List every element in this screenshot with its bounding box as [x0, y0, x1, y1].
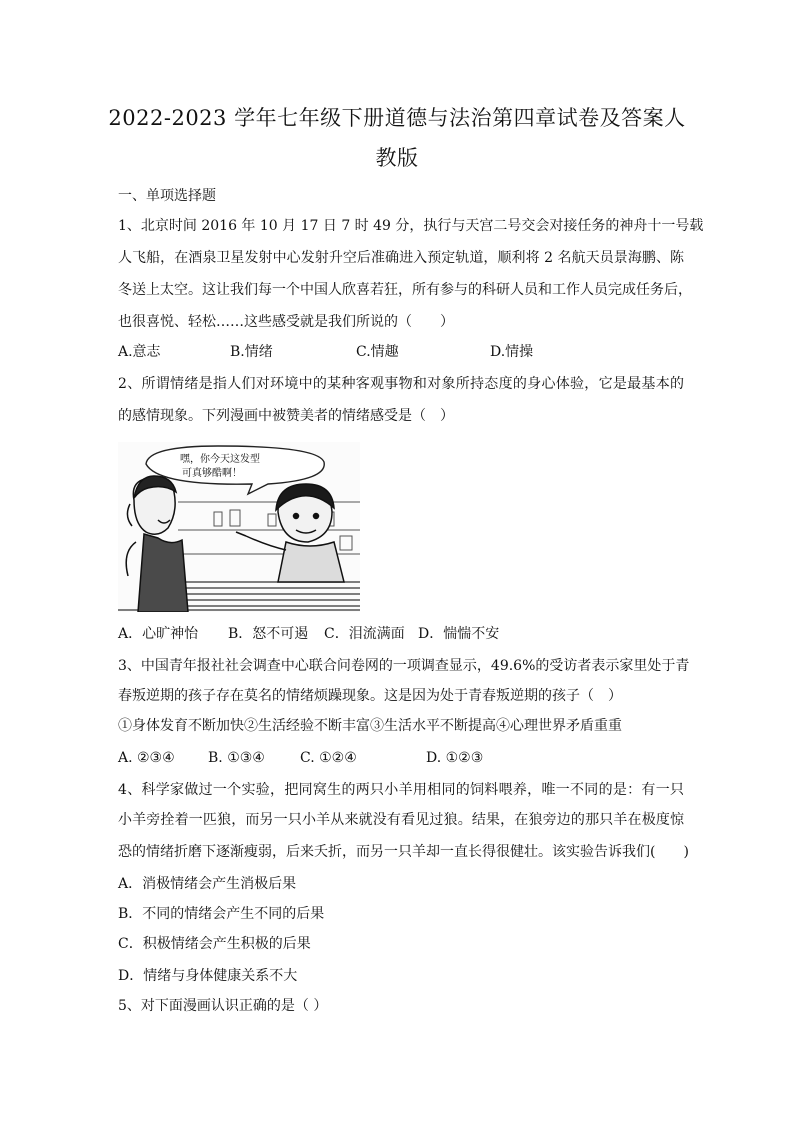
- q2-option-b[interactable]: B．怒不可遏: [228, 626, 309, 642]
- q1-line-4: 也很喜悦、轻松……这些感受就是我们所说的（ ）: [118, 314, 454, 330]
- q1-line-3: 冬送上太空。这让我们每一个中国人欣喜若狂，所有参与的科研人员和工作人员完成任务后，: [118, 282, 692, 298]
- q4-option-c[interactable]: C．积极情绪会产生积极的后果: [118, 936, 311, 952]
- q2-line-1: 2、所谓情绪是指人们对环境中的某种客观事物和对象所持态度的身心体验，它是最基本的: [118, 376, 684, 392]
- q1-line-1: 1、北京时间 2016 年 10 月 17 日 7 时 49 分，执行与天宫二号交会对接任务的神舟十一号载: [118, 218, 704, 234]
- q3-line-2: 春叛逆期的孩子存在莫名的情绪烦躁现象。这是因为处于青春叛逆期的孩子（ ）: [118, 688, 622, 704]
- q3-line-3: ①身体发育不断加快②生活经验不断丰富③生活水平不断提高④心理世界矛盾重重: [118, 718, 622, 734]
- q1-options: [118, 342, 684, 362]
- q5-line-1: 5、对下面漫画认识正确的是（ ）: [118, 998, 328, 1014]
- q2-option-c[interactable]: C．泪流满面: [324, 626, 405, 642]
- page-title-line-1: 2022-2023 学年七年级下册道德与法治第四章试卷及答案人: [108, 106, 686, 130]
- q4-option-b[interactable]: B．不同的情绪会产生不同的后果: [118, 906, 325, 922]
- q2-option-d[interactable]: D．惴惴不安: [418, 626, 500, 642]
- page-title-line-2: 教版: [375, 146, 419, 170]
- q2-options: [118, 624, 684, 644]
- bubble-line-1: 嘿，你今天这发型: [180, 454, 260, 465]
- q1-option-d[interactable]: D.情操: [490, 344, 534, 360]
- cartoon-haircut-image: [118, 442, 360, 612]
- q1-option-b[interactable]: B.情绪: [230, 344, 273, 360]
- q3-options: [118, 748, 684, 768]
- q2-option-a[interactable]: A．心旷神怡: [118, 626, 199, 642]
- q1-line-2: 人飞船，在酒泉卫星发射中心发射升空后准确进入预定轨道，顺利将 2 名航天员景海鹏、陈: [118, 250, 684, 266]
- q3-option-a[interactable]: A. ②③④: [118, 750, 175, 766]
- q4-line-3: 恐的情绪折磨下逐渐瘦弱，后来夭折，而另一只羊却一直长得很健壮。该实验告诉我们( ): [118, 844, 689, 860]
- bubble-line-2: 可真够酷啊！: [182, 468, 242, 479]
- q1-option-c[interactable]: C.情趣: [356, 344, 399, 360]
- q3-option-c[interactable]: C. ①②④: [300, 750, 357, 766]
- q4-option-a[interactable]: A．消极情绪会产生消极后果: [118, 876, 297, 892]
- q3-line-1: 3、中国青年报社社会调查中心联合问卷网的一项调查显示，49.6%的受访者表示家里处于青: [118, 658, 690, 674]
- q2-line-2: 的感情现象。下列漫画中被赞美者的情绪感受是（ ）: [118, 408, 454, 424]
- q4-option-d[interactable]: D．情绪与身体健康关系不大: [118, 968, 298, 984]
- q3-option-d[interactable]: D. ①②③: [426, 750, 484, 766]
- q1-option-a[interactable]: A.意志: [118, 344, 161, 360]
- section-heading: 一、单项选择题: [118, 188, 216, 204]
- q4-line-1: 4、科学家做过一个实验，把同窝生的两只小羊用相同的饲料喂养，唯一不同的是：有一只: [118, 782, 684, 798]
- q3-option-b[interactable]: B. ①③④: [208, 750, 265, 766]
- q4-line-2: 小羊旁拴着一匹狼，而另一只小羊从来就没有看见过狼。结果，在狼旁边的那只羊在极度惊: [118, 812, 684, 828]
